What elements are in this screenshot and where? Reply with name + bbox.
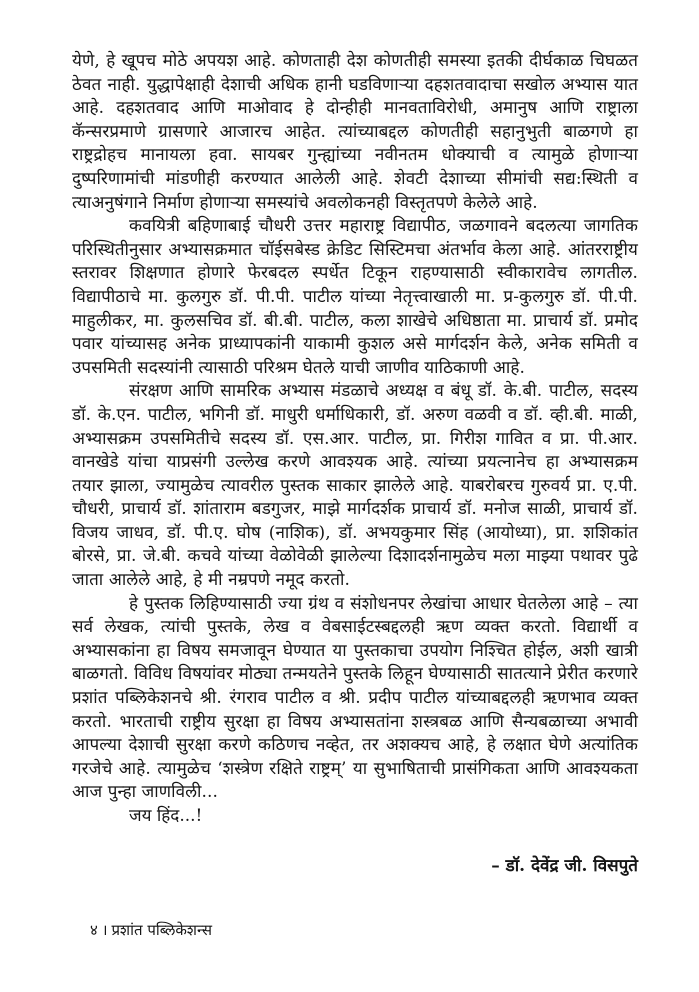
footer-separator: । bbox=[101, 921, 108, 939]
page-content bbox=[72, 50, 638, 878]
publisher-name: प्रशांत पब्लिकेशन्स bbox=[111, 921, 212, 939]
paragraph-4: हे पुस्तक लिहिण्यासाठी ज्या ग्रंथ व संशोधनपर लेखांचा आधार घेतलेला आहे – त्या सर्व लेखक, त्यांची पुस्तके, लेख व वेबसाईटस्बद्दलही ऋण व्यक्त करतो. विद्यार्थी व अभ्यासकांना हा विषय समजावून घेण्यात या पुस्तकाचा उपयोग निश्चित होईल, अशी खात्री बाळगतो. विविध विषयांवर मोठ्या तन्मयतेने पुस्तके लिहून घेण्यासाठी सातत्याने प्रेरीत करणारे प्रशांत पब्लिकेशनचे श्री. रंगराव पाटील व श्री. प्रदीप पाटील यांच्याबद्दलही ऋणभाव व्यक्त करतो. भारताची राष्ट्रीय सुरक्षा हा विषय अभ्यासतांना शस्त्रबळ आणि सैन्यबळाच्या अभावी आपल्या देशाची सुरक्षा करणे कठिणच नव्हेत, तर अशक्यच आहे, हे लक्षात घेणे अत्यांतिक गरजेचे आहे. त्यामुळेच ‘शस्त्रेण रक्षिते राष्ट्रम्’ या सुभाषिताची प्रासंगिकता आणि आवश्यकता आज पुन्हा जाणविली... bbox=[72, 593, 638, 803]
author-signature: – डॉ. देवेंद्र जी. विसपुते bbox=[491, 855, 638, 876]
page-footer bbox=[90, 919, 216, 941]
paragraph-2: कवयित्री बहिणाबाई चौधरी उत्तर महाराष्ट्र विद्यापीठ, जळगावने बदलत्या जागतिक परिस्थितीनुसार अभ्यासक्रमात चॉईसबेस्ड क्रेडिट सिस्टिमचा अंतर्भाव केला आहे. आंतरराष्ट्रीय स्तरावर शिक्षणात होणारे फेरबदल स्पर्धेत टिकून राहण्यासाठी स्वीकारावेच लागतील. विद्यापीठाचे मा. कुलगुरु डॉ. पी.पी. पाटील यांच्या नेतृत्त्वाखाली मा. प्र-कुलगुरु डॉ. पी.पी. माहुलीकर, मा. कुलसचिव डॉ. बी.बी. पाटील, कला शाखेचे अधिष्ठाता मा. प्राचार्य डॉ. प्रमोद पवार यांच्यासह अनेक प्राध्यापकांनी याकामी कुशल असे मार्गदर्शन केले, अनेक समिती व उपसमिती सदस्यांनी त्यासाठी परिश्रम घेतले याची जाणीव याठिकाणी आहे. bbox=[72, 216, 638, 378]
paragraph-3: संरक्षण आणि सामरिक अभ्यास मंडळाचे अध्यक्ष व बंधू डॉ. के.बी. पाटील, सदस्य डॉ. के.एन. पाटील, भगिनी डॉ. माधुरी धर्माधिकारी, डॉ. अरुण वळवी व डॉ. व्ही.बी. माळी, अभ्यासक्रम उपसमितीचे सदस्य डॉ. एस.आर. पाटील, प्रा. गिरीश गावित व प्रा. पी.आर. वानखेडे यांचा याप्रसंगी उल्लेख करणे आवश्यक आहे. त्यांच्या प्रयत्नानेच हा अभ्यासक्रम तयार झाला, ज्यामुळेच त्यावरील पुस्तक साकार झालेले आहे. याबरोबरच गुरुवर्य प्रा. ए.पी. चौधरी, प्राचार्य डॉ. शांताराम बडगुजर, माझे मार्गदर्शक प्राचार्य डॉ. मनोज साळी, प्राचार्य डॉ. विजय जाधव, डॉ. पी.ए. घोष (नाशिक), डॉ. अभयकुमार सिंह (आयोध्या), प्रा. शशिकांत बोरसे, प्रा. जे.बी. कचवे यांच्या वेळोवेळी झालेल्या दिशादर्शनामुळेच मला माझ्या पथावर पुढे जाता आलेले आहे, हे मी नम्रपणे नमूद करतो. bbox=[72, 381, 638, 591]
paragraph-1: येणे, हे खूपच मोठे अपयश आहे. कोणताही देश कोणतीही समस्या इतकी दीर्घकाळ चिघळत ठेवत नाही. युद्धापेक्षाही देशाची अधिक हानी घडविणाऱ्या दहशतवादाचा सखोल अभ्यास यात आहे. दहशतवाद आणि माओवाद हे दोन्हीही मानवताविरोधी, अमानुष आणि राष्ट्राला कॅन्सरप्रमाणे ग्रासणारे आजारच आहेत. त्यांच्याबद्दल कोणतीही सहानुभुती बाळगणे हा राष्ट्रद्रोहच मानायला हवा. सायबर गुन्ह्यांच्या नवीनतम धोक्याची व त्यामुळे होणाऱ्या दुष्परिणामांची मांडणीही करण्यात आलेली आहे. शेवटी देशाच्या सीमांची सद्य:स्थिती व त्याअनुषंगाने निर्माण होणाऱ्या समस्यांचे अवलोकनही विस्तृतपणे केलेले आहे. bbox=[72, 51, 638, 213]
page-number: ४ bbox=[90, 921, 98, 939]
closing-line: जय हिंद...! bbox=[129, 806, 203, 826]
